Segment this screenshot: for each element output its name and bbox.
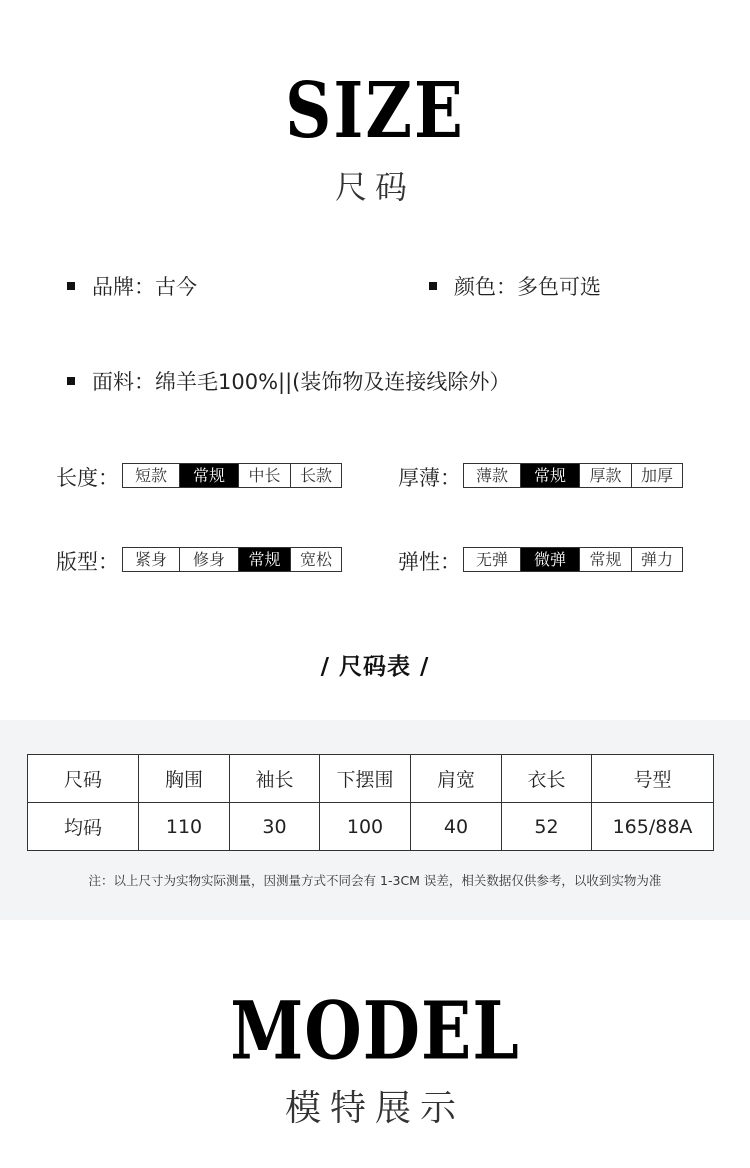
- size-table-title: / 尺码表 /: [320, 654, 430, 680]
- table-cell: 110: [139, 803, 230, 851]
- bullet-icon: [67, 377, 75, 385]
- size-note: 注：以上尺寸为实物实际测量，因测量方式不同会有 1-3CM 误差，相关数据仅供参考，以收到实物为准: [88, 873, 662, 888]
- fabric-text: 面料：绵羊毛100%||(装饰物及连接线除外）: [92, 370, 511, 394]
- model-subtitle: 模特展示: [284, 1088, 465, 1129]
- table-header-cell: 胸围: [139, 755, 230, 803]
- thickness-selector: [463, 463, 683, 488]
- size-table: [27, 754, 714, 851]
- table-header-cell: 衣长: [502, 755, 592, 803]
- size-subtitle: 尺码: [334, 168, 415, 206]
- fit-label: 版型：: [56, 550, 119, 574]
- bullet-icon: [67, 282, 75, 290]
- color-text: 颜色：多色可选: [454, 275, 601, 299]
- table-header-cell: 尺码: [28, 755, 139, 803]
- table-cell: 30: [230, 803, 320, 851]
- elasticity-option: 弹力: [631, 548, 682, 571]
- fit-option: 修身: [179, 548, 238, 571]
- thickness-label: 厚薄：: [398, 466, 461, 490]
- elasticity-option: 常规: [579, 548, 631, 571]
- table-cell: 40: [411, 803, 502, 851]
- table-header-cell: 号型: [592, 755, 714, 803]
- length-option: 常规: [179, 464, 238, 487]
- fabric-info: [67, 366, 510, 396]
- elasticity-option: 无弹: [475, 550, 508, 569]
- table-header-row: [28, 755, 714, 803]
- table-row: [28, 803, 714, 851]
- length-option: 中长: [238, 464, 290, 487]
- table-cell: 100: [320, 803, 411, 851]
- fit-option: 宽松: [290, 548, 341, 571]
- fit-selector: [122, 547, 342, 572]
- model-heading: MODEL: [230, 984, 520, 1078]
- table-cell: 165/88A: [592, 803, 714, 851]
- thickness-option: 薄款: [475, 466, 508, 485]
- table-cell: 52: [502, 803, 592, 851]
- color-info: [429, 271, 601, 301]
- bullet-icon: [429, 282, 437, 290]
- length-option: 短款: [134, 466, 167, 485]
- table-header-cell: 袖长: [230, 755, 320, 803]
- fit-option: 紧身: [134, 550, 167, 569]
- brand-info: [67, 271, 197, 301]
- table-cell: 均码: [28, 803, 139, 851]
- table-header-cell: 下摆围: [320, 755, 411, 803]
- length-option: 长款: [290, 464, 341, 487]
- table-header-cell: 肩宽: [411, 755, 502, 803]
- length-label: 长度：: [56, 466, 119, 490]
- fit-option: 常规: [238, 548, 290, 571]
- length-selector: [122, 463, 342, 488]
- elasticity-selector: [463, 547, 683, 572]
- size-heading: SIZE: [285, 66, 465, 156]
- elasticity-label: 弹性：: [398, 550, 461, 574]
- thickness-option: 厚款: [579, 464, 631, 487]
- brand-text: 品牌：古今: [92, 275, 197, 299]
- elasticity-option: 微弹: [520, 548, 579, 571]
- thickness-option: 加厚: [631, 464, 682, 487]
- thickness-option: 常规: [520, 464, 579, 487]
